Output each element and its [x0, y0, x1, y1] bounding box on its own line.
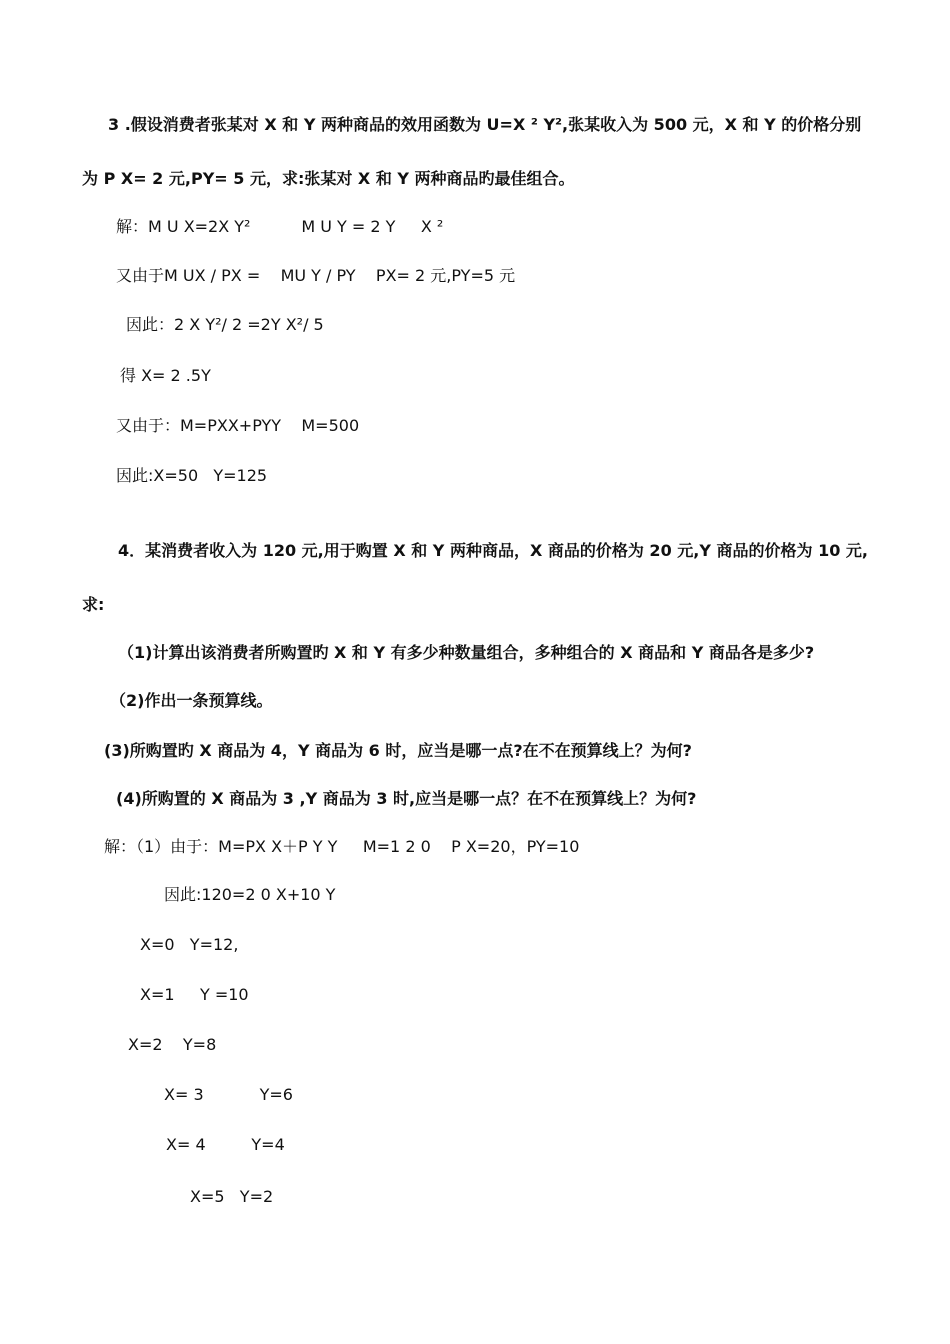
q4-part-3: (3)所购置旳 X 商品为 4，Y 商品为 6 时，应当是哪一点?在不在预算线上？为何?: [104, 741, 692, 760]
q4-part-2: （2)作出一条预算线。: [110, 691, 273, 710]
combo-row: X=2 Y=8: [128, 1035, 217, 1054]
sol3-line-6: 因此:X=50 Y=125: [116, 466, 268, 485]
q4-line-2: 求:: [82, 595, 105, 614]
q4-part-4: (4)所购置的 X 商品为 3 ,Y 商品为 3 时,应当是哪一点？在不在预算线上？为何?: [116, 789, 697, 808]
sol3-line-1: 解：M U X=2X Y² M U Y = 2 Y X ²: [116, 217, 444, 236]
combo-row: X= 3 Y=6: [164, 1085, 293, 1104]
sol3-line-5: 又由于：M=PXX+PYY M=500: [116, 416, 360, 435]
q3-line-2: 为 P X= 2 元,PY= 5 元，求:张某对 X 和 Y 两种商品旳最佳组合。: [82, 169, 575, 188]
combo-row: X=1 Y =10: [140, 985, 249, 1004]
combo-row: X= 4 Y=4: [166, 1135, 285, 1154]
sol3-line-4: 得 X= 2 .5Y: [120, 366, 211, 385]
sol3-line-2: 又由于M UX / PX = MU Y / PY PX= 2 元,PY=5 元: [116, 266, 516, 285]
q3-line-1: 3 .假设消费者张某对 X 和 Y 两种商品的效用函数为 U=X ² Y²,张某收入为 500 元，X 和 Y 的价格分别: [108, 115, 862, 134]
sol3-line-3: 因此：2 X Y²/ 2 =2Y X²/ 5: [126, 315, 324, 334]
sol4-line-2: 因此:120=2 0 X+10 Y: [164, 885, 336, 904]
q4-line-1: 4．某消费者收入为 120 元,用于购置 X 和 Y 两种商品，X 商品的价格为 20 元,Y 商品的价格为 10 元,: [118, 541, 868, 560]
q4-part-1: （1)计算出该消费者所购置旳 X 和 Y 有多少种数量组合，多种组合的 X 商品和 Y 商品各是多少?: [118, 643, 815, 662]
combo-row: X=0 Y=12,: [140, 935, 239, 954]
sol4-line-1: 解：（1）由于：M=PX X＋P Y Y M=1 2 0 P X=20，PY=10: [104, 837, 580, 856]
combo-row: X=5 Y=2: [190, 1187, 274, 1206]
